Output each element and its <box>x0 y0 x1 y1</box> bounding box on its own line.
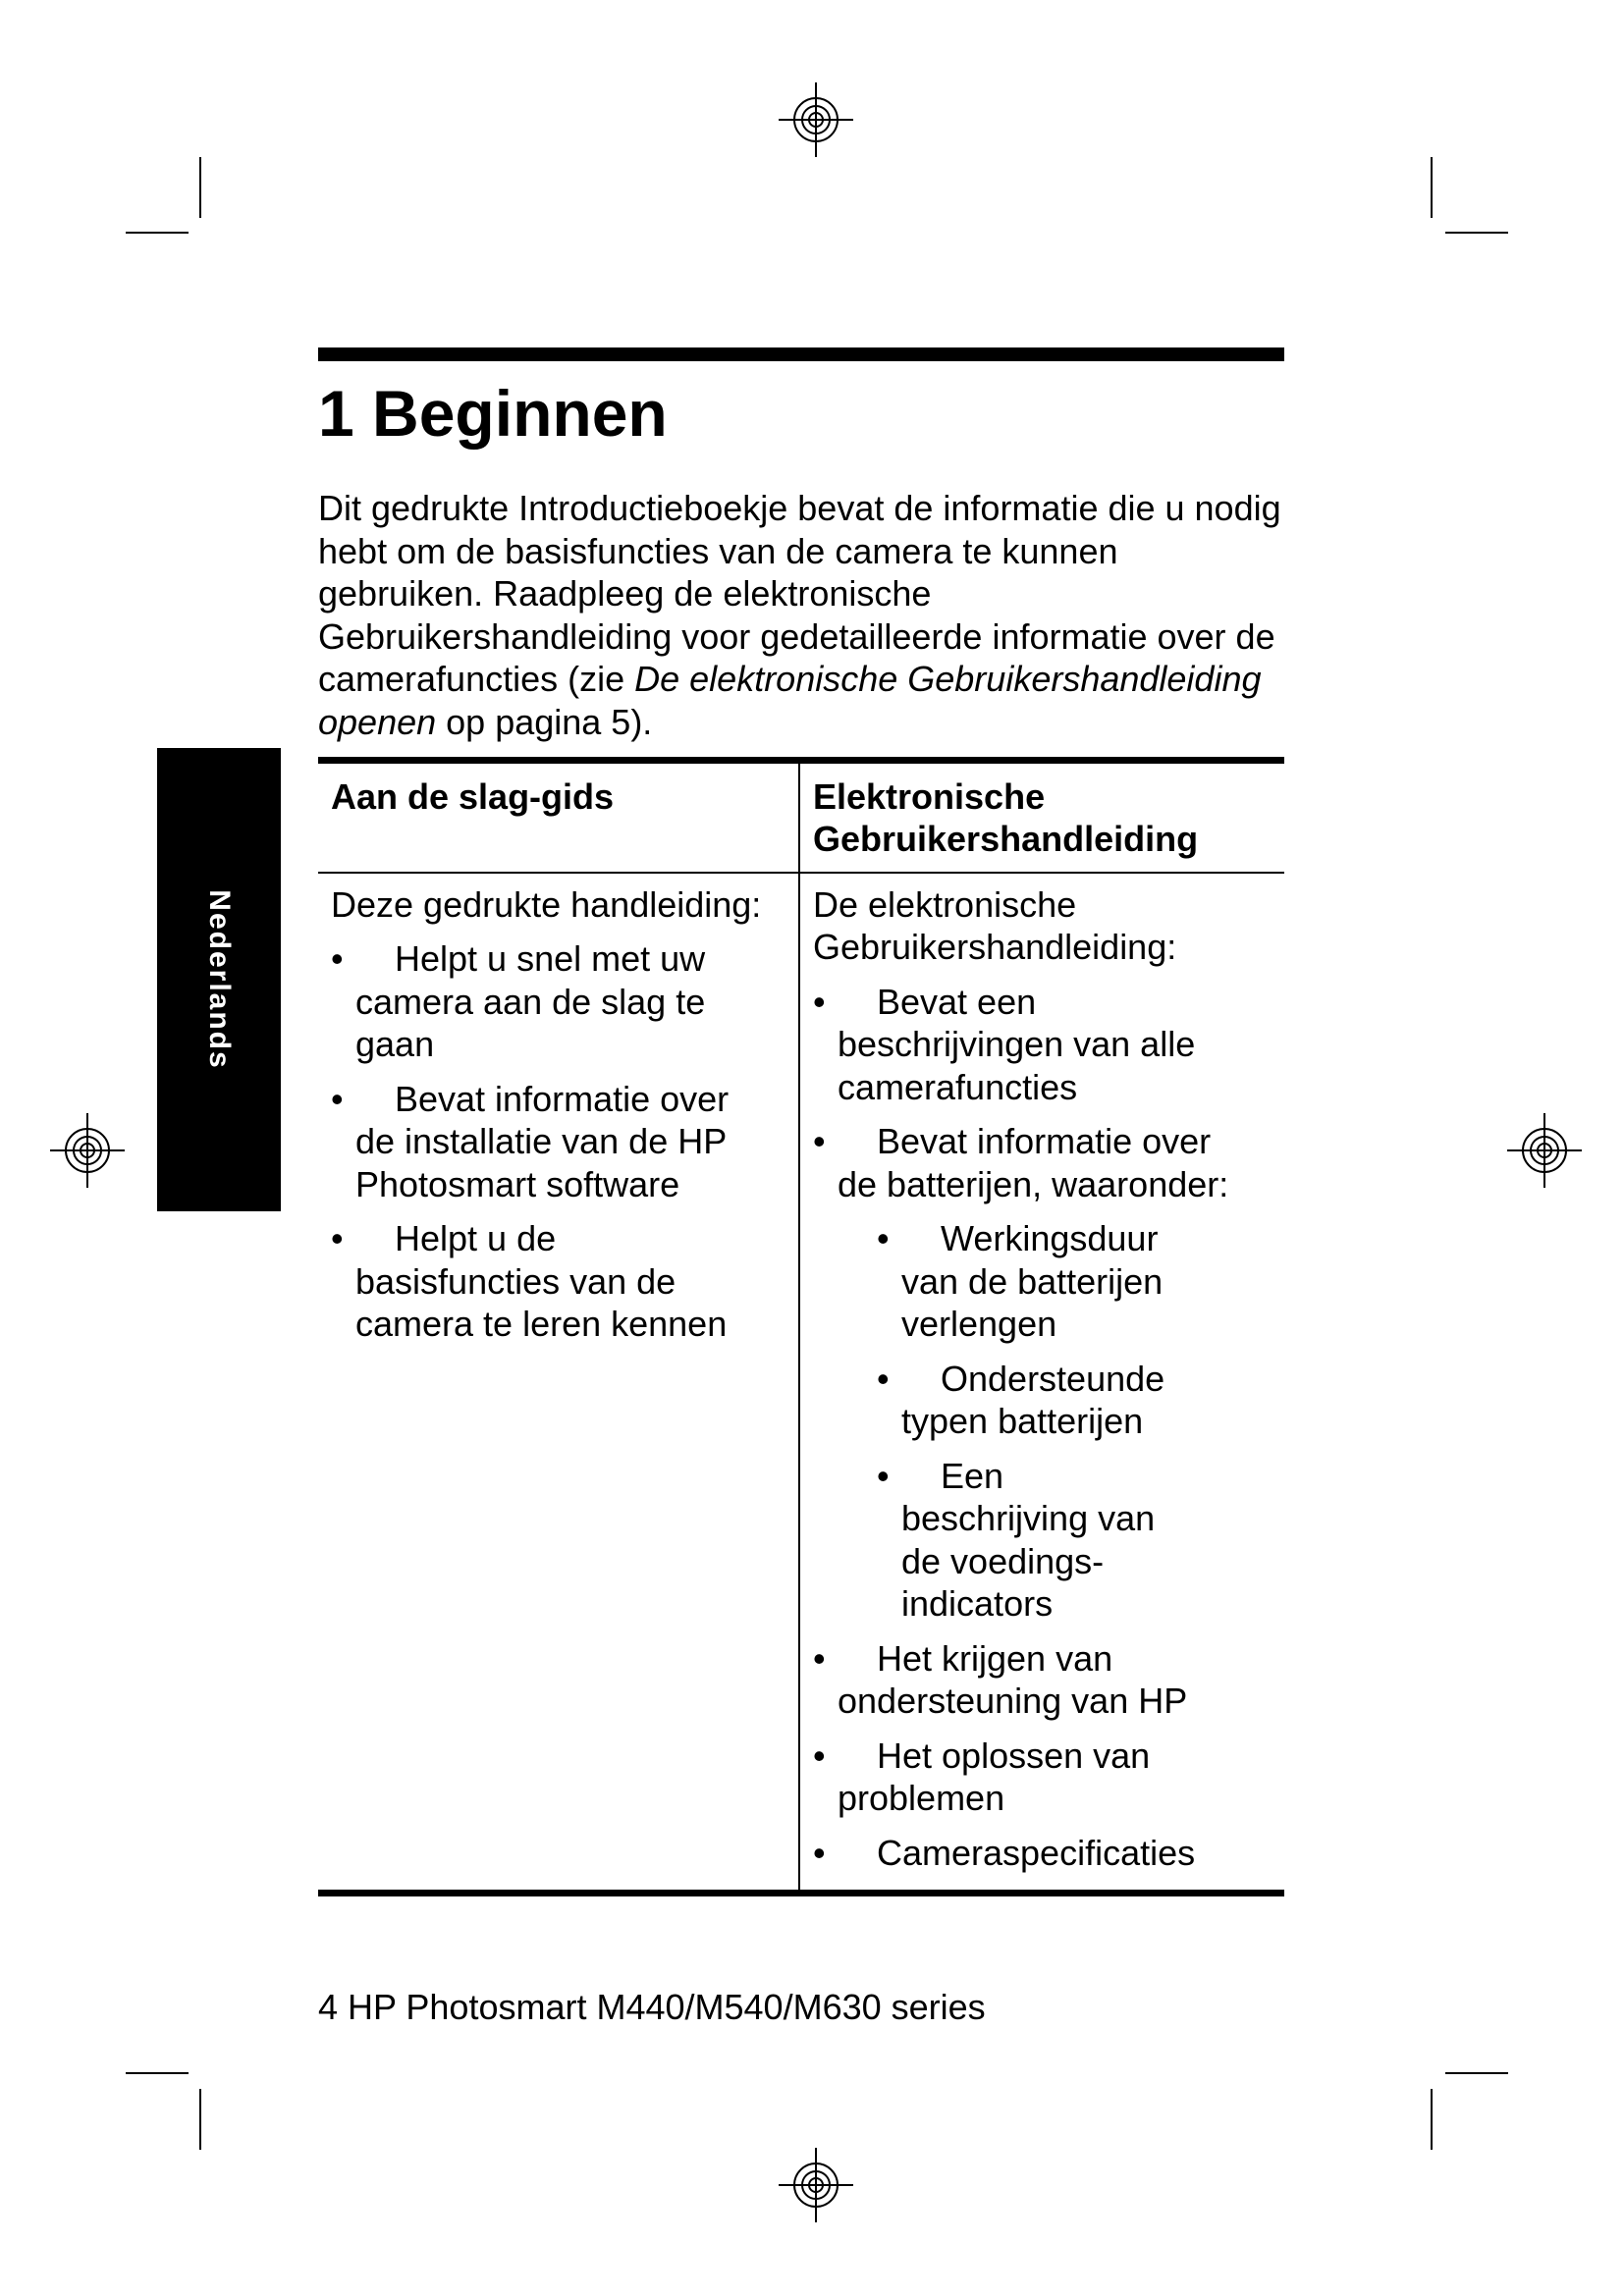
table-header-row <box>318 761 1284 873</box>
header-user-guide: Elektronische Gebruikershandleiding <box>799 761 1284 873</box>
table-row <box>318 873 1284 1894</box>
chapter-title: 1 Beginnen <box>318 377 668 450</box>
user-guide-list <box>813 981 1274 1875</box>
battery-sublist <box>813 1217 1211 1626</box>
quickstart-lead: Deze gedrukte handleiding: <box>331 883 762 925</box>
comparison-table <box>318 757 1284 1896</box>
header-quickstart: Aan de slag-gids <box>318 761 799 873</box>
list-item: • Werkingsduur van de batterijen verlengen <box>877 1218 1164 1344</box>
list-item: • Bevat informatie over de installatie van de HP Photosmart software <box>331 1078 730 1204</box>
page-footer: 4 HP Photosmart M440/M540/M630 series <box>318 1987 986 2027</box>
quickstart-column <box>318 873 799 1894</box>
intro-text-end: op pagina 5). <box>436 701 653 742</box>
user-guide-lead: De elektronische Gebruikershandleiding: <box>813 883 1177 967</box>
registration-mark-right <box>1507 1113 1582 1188</box>
intro-paragraph <box>318 487 1284 743</box>
list-item: • Bevat een beschrijvingen van alle camerafuncties <box>813 981 1196 1107</box>
user-guide-column <box>799 873 1284 1894</box>
registration-mark-top <box>779 82 853 157</box>
intro-text: Dit gedrukte Introductieboekje bevat de informatie die u nodig hebt om de basisfuncties van de camera te kunnen gebruiken. Raadpleeg de elektronische Gebruikershandleiding voor gedetailleerde informatie over de camerafuncties (zie <box>318 488 1281 699</box>
language-tab-label: Nederlands <box>203 889 236 1070</box>
chapter-section <box>318 347 1284 743</box>
list-item: • Het krijgen van ondersteuning van HP <box>813 1637 1188 1721</box>
chapter-rule <box>318 347 1284 361</box>
list-item: • Bevat informatie over de batterijen, waaronder: • Werkingsduur van de batterijen verlengen • Ondersteunde typen batterijen • Een beschrijving van de voedings-indicators <box>813 1121 1229 1624</box>
list-item: • Ondersteunde typen batterijen <box>877 1358 1165 1441</box>
quickstart-list <box>331 937 788 1346</box>
list-item: • Helpt u snel met uw camera aan de slag te gaan <box>331 938 706 1064</box>
registration-mark-bottom <box>779 2148 853 2222</box>
registration-mark-left <box>50 1113 125 1188</box>
list-item: • Cameraspecificaties <box>813 1832 1196 1873</box>
intro-reference: De elektronische Gebruikershandleiding openen <box>318 659 1262 742</box>
list-item: • Een beschrijving van de voedings-indicators <box>877 1455 1156 1624</box>
list-item: • Het oplossen van problemen <box>813 1735 1151 1818</box>
list-item: • Helpt u de basisfuncties van de camera te leren kennen <box>331 1218 728 1344</box>
